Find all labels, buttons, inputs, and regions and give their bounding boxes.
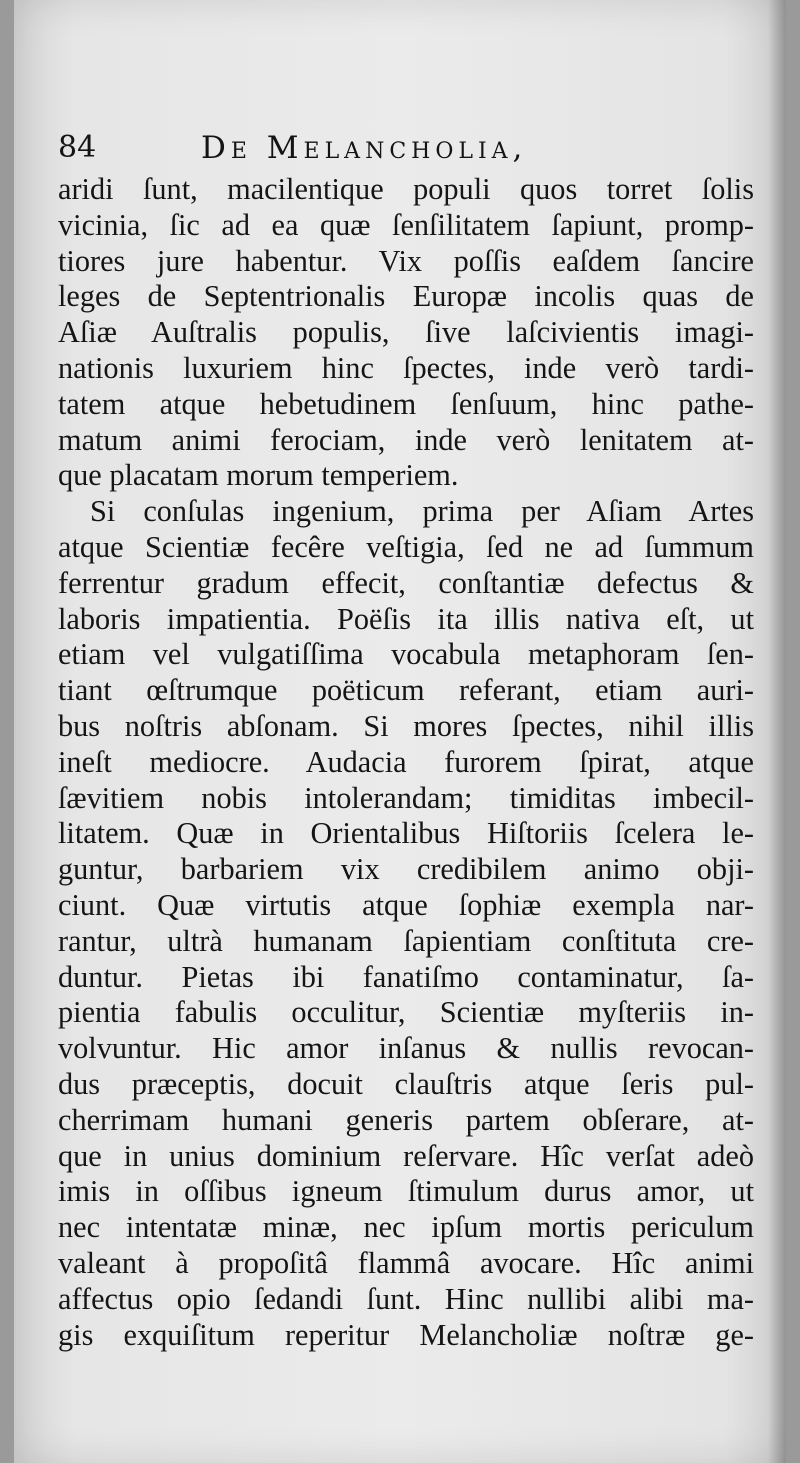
text-line: affectus opio ſedandi ſunt. Hinc nullibi alibi ma- [58, 1281, 754, 1316]
text-line: ſævitiem nobis intolerandam; timiditas imbecil- [58, 780, 754, 815]
text-line: tatem atque hebetudinem ſenſuum, hinc pathe- [58, 386, 754, 421]
text-line: leges de Septentrionalis Europæ incolis quas de [58, 279, 754, 314]
text-line: bus noſtris abſonam. Si mores ſpectes, nihil illis [58, 708, 754, 743]
page-number: 84 [58, 130, 97, 165]
text-line: ciunt. Quæ virtutis atque ſophiæ exempla nar- [58, 887, 754, 922]
text-line: aridi ſunt, macilentique populi quos torret ſolis [58, 172, 754, 206]
text-line: litatem. Quæ in Orientalibus Hiſtoriis ſcelera le- [58, 816, 754, 851]
text-line: matum animi ferociam, inde verò lenitatem at- [58, 422, 754, 457]
text-line: ineſt mediocre. Audacia furorem ſpirat, atque [58, 744, 754, 779]
text-line: vicinia, ſic ad ea quæ ſenſilitatem ſapiunt, promp- [58, 207, 754, 242]
text-line: Si conſulas ingenium, prima per Aſiam Artes [90, 494, 754, 529]
text-line: guntur, barbariem vix credibilem animo obji- [58, 852, 754, 887]
text-line: Aſiæ Auſtralis populis, ſive laſcivientis imagi- [58, 315, 754, 350]
text-line: tiores jure habentur. Vix poſſis eaſdem ſancire [58, 243, 754, 278]
text-line: pientia fabulis occulitur, Scientiæ myſteriis in- [58, 995, 754, 1030]
page-header [58, 128, 658, 168]
text-line: nec intentatæ minæ, nec ipſum mortis periculum [58, 1210, 754, 1245]
text-line: nationis luxuriem hinc ſpectes, inde verò tardi- [58, 350, 754, 385]
text-line: volvuntur. Hic amor inſanus & nullis revocan- [58, 1031, 754, 1066]
text-line: gis exquiſitum reperitur Melancholiæ noſtræ ge- [58, 1317, 754, 1352]
text-line: etiam vel vulgatiſſima vocabula metaphoram ſen- [58, 637, 754, 672]
text-line: duntur. Pietas ibi fanatiſmo contaminatur, ſa- [58, 959, 754, 994]
paragraph [58, 172, 754, 494]
text-line: atque Scientiæ fecêre veſtigia, ſed ne ad ſummum [58, 529, 754, 564]
running-title: De Melancholia, [201, 130, 528, 166]
text-line: valeant à propoſitâ flammâ avocare. Hîc animi [58, 1245, 754, 1280]
text-line: cherrimam humani generis partem obſerare, at- [58, 1102, 754, 1137]
text-line: imis in oſſibus igneum ſtimulum durus amor, ut [58, 1174, 754, 1209]
text-line: que in unius dominium reſervare. Hîc verſat adeò [58, 1138, 754, 1173]
text-line: rantur, ultrà humanam ſapientiam conſtituta cre- [58, 923, 754, 958]
body-text [58, 172, 754, 1353]
paragraph [58, 494, 754, 1353]
text-line: laboris impatientia. Poëſis ita illis nativa eſt, ut [58, 601, 754, 636]
text-line: tiant œſtrumque poëticum referant, etiam auri- [58, 673, 754, 708]
text-line: que placatam morum temperiem. [58, 458, 459, 493]
page-edge-shadow [768, 0, 786, 1463]
text-line: ferrentur gradum effecit, conſtantiæ defectus & [58, 565, 754, 600]
text-line: dus præceptis, docuit clauſtris atque ſeris pul- [58, 1066, 754, 1101]
